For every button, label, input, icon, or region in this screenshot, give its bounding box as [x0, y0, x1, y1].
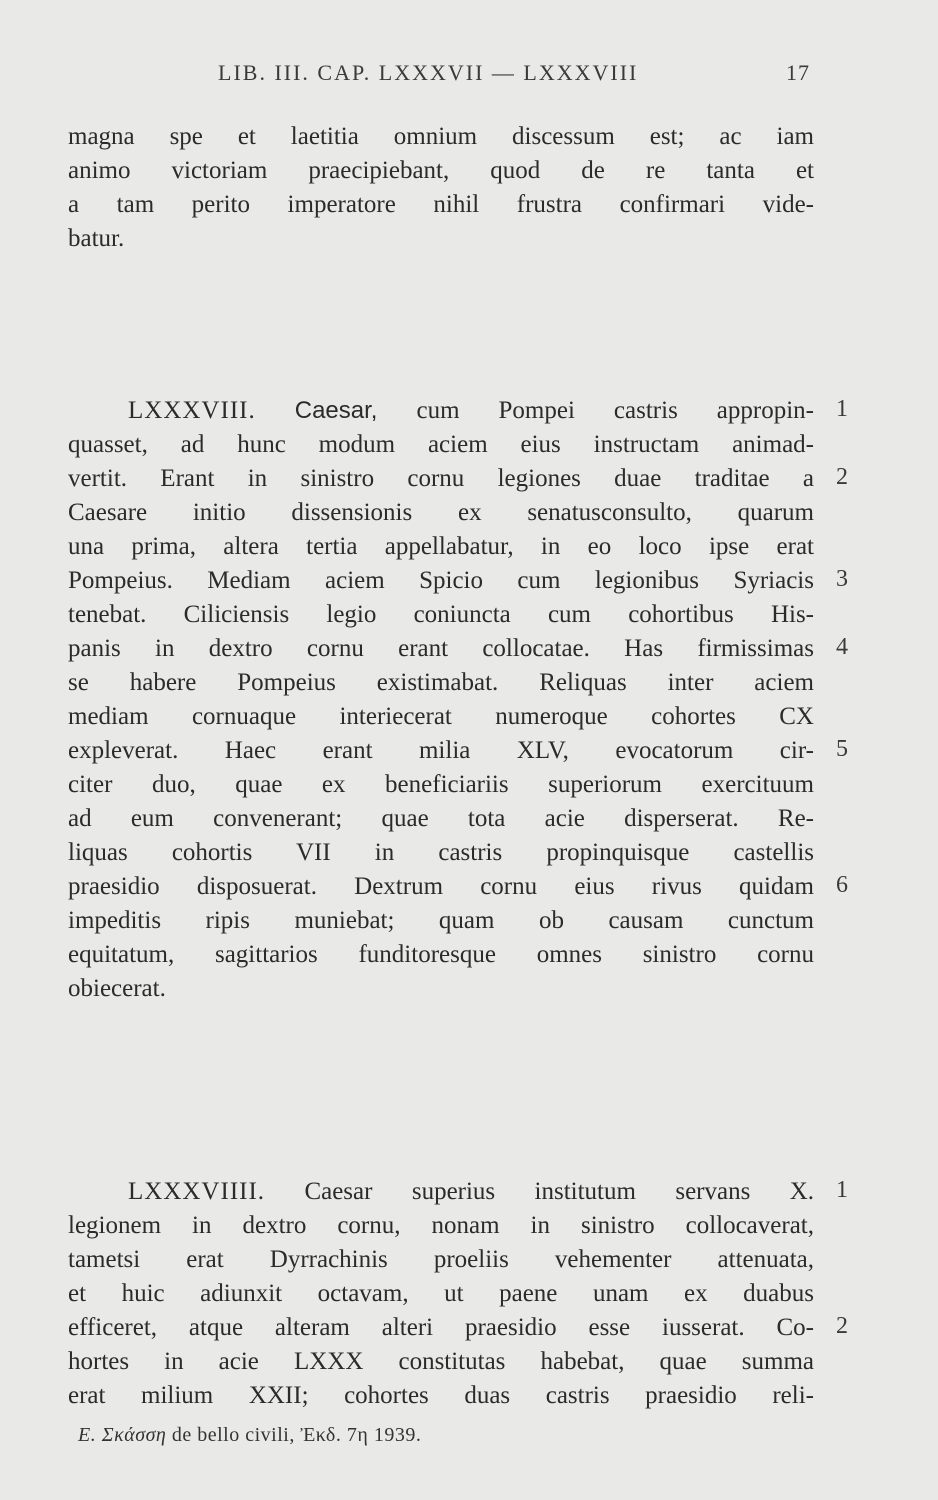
text-line: praesidio disposuerat. Dextrum cornu eius rivus quidam	[68, 873, 814, 900]
section-number: 3	[836, 566, 848, 592]
text-line: tametsi erat Dyrrachinis proeliis vehementer attenuata,	[68, 1246, 814, 1273]
text-line: tenebat. Ciliciensis legio coniuncta cum cohortibus His-	[68, 601, 814, 628]
text-line: et huic adiunxit octavam, ut paene unam ex duabus	[68, 1280, 814, 1307]
text-line: Caesare initio dissensionis ex senatusconsulto, quarum	[68, 499, 814, 526]
text-line: erat milium XXII; cohortes duas castris praesidio reli-	[68, 1382, 814, 1409]
footer-text: de bello civili, Ἐκδ. 7η 1939.	[171, 1424, 422, 1446]
text-line: liquas cohortis VII in castris propinquisque castellis	[68, 839, 814, 866]
text-line: legionem in dextro cornu, nonam in sinistro collocaverat,	[68, 1212, 814, 1239]
chapter-first-line-text: Caesar superius institutum servans X.	[304, 1178, 815, 1205]
text-line: mediam cornuaque interiecerat numeroque cohortes CX	[68, 703, 814, 730]
text-line: hortes in acie LXXX constitutas habebat, quae summa	[68, 1348, 814, 1375]
running-head	[0, 60, 938, 94]
text-line: quasset, ad hunc modum aciem eius instructam animad-	[68, 431, 814, 458]
section-number: 4	[836, 634, 848, 660]
text-line: una prima, altera tertia appellabatur, in eo loco ipse erat	[68, 533, 814, 560]
text-line: a tam perito imperatore nihil frustra confirmari vide-	[68, 191, 814, 218]
text-line: panis in dextro cornu erant collocatae. Has firmissimas	[68, 635, 814, 662]
text-line: impeditis ripis muniebat; quam ob causam cunctum	[68, 907, 814, 934]
footer-imprint	[78, 1424, 421, 1447]
chapter-first-line-text: cum Pompei castris appropin-	[416, 397, 814, 424]
text-line: vertit. Erant in sinistro cornu legiones duae traditae a	[68, 465, 814, 492]
text-line: citer duo, quae ex beneficiariis superiorum exercituum	[68, 771, 814, 798]
section-number: 1	[836, 396, 848, 422]
chapter-89	[68, 1175, 814, 1413]
text-line: equitatum, sagittarios funditoresque omnes sinistro cornu	[68, 941, 814, 968]
text-line: se habere Pompeius existimabat. Reliquas inter aciem	[68, 669, 814, 696]
running-head-title: LIB. III. CAP. LXXXVII — LXXXVIII	[218, 60, 639, 85]
chapter-lead-word: Caesar,	[294, 397, 378, 424]
text-line: expleverat. Haec erant milia XLV, evocatorum cir-	[68, 737, 814, 764]
section-number: 2	[836, 1313, 848, 1339]
chapter-first-line	[68, 394, 814, 428]
page-number: 17	[786, 60, 810, 85]
chapter-number: LXXXVIII.	[128, 397, 256, 424]
footer-author: Ε. Σκάσση	[78, 1424, 167, 1446]
text-line: obiecerat.	[68, 975, 166, 1002]
section-number: 1	[836, 1177, 848, 1203]
chapter-88	[68, 394, 814, 1006]
section-number: 2	[836, 464, 848, 490]
text-line: animo victoriam praecipiebant, quod de re tanta et	[68, 157, 814, 184]
text-line: magna spe et laetitia omnium discessum est; ac iam	[68, 123, 814, 150]
text-line: Pompeius. Mediam aciem Spicio cum legionibus Syriacis	[68, 567, 814, 594]
text-line: ad eum convenerant; quae tota acie disperserat. Re-	[68, 805, 814, 832]
text-line: batur.	[68, 225, 125, 252]
section-number: 6	[836, 872, 848, 898]
paragraph-continuation	[68, 120, 814, 256]
section-number: 5	[836, 736, 848, 762]
text-line: efficeret, atque alteram alteri praesidio esse iusserat. Co-	[68, 1314, 814, 1341]
chapter-first-line	[68, 1175, 814, 1209]
chapter-number: LXXXVIIII.	[128, 1178, 266, 1205]
